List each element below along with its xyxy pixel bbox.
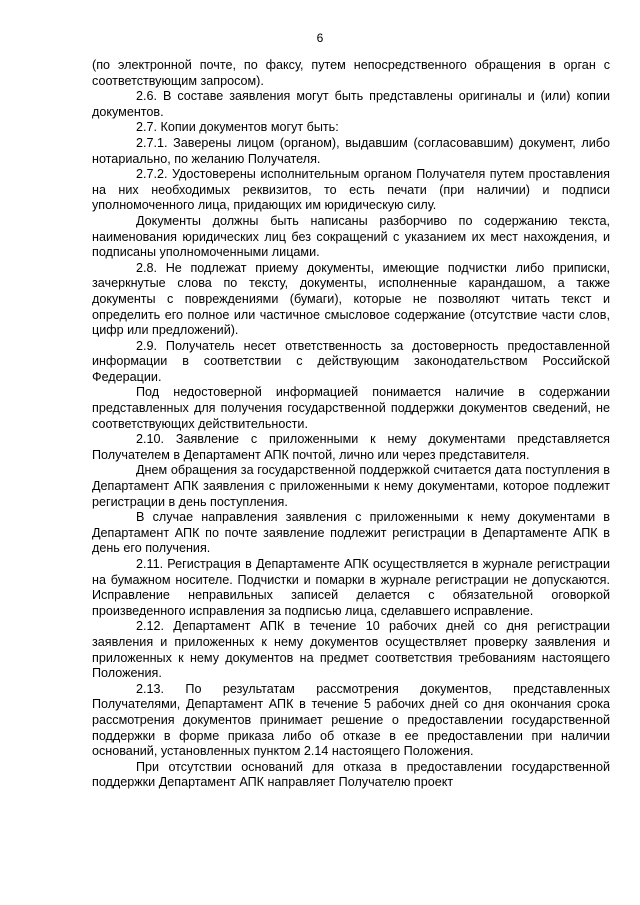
paragraph-2-6: 2.6. В составе заявления могут быть представлены оригиналы и (или) копии документов. [92,89,610,119]
paragraph-2-7-1: 2.7.1. Заверены лицом (органом), выдавшим (согласовавшим) документ, либо нотариально, по желанию Получателя. [92,135,610,166]
paragraph-2-11: 2.11. Регистрация в Департаменте АПК осуществляется в журнале регистрации на бумажном носителе. Подчистки и помарки в журнале регистрации не допускаются. Исправление неправильных записей делается с обязательной оговоркой произведенного исправления за подписью лица, сделавшего исправление. [92,557,610,618]
paragraph-2-10: 2.10. Заявление с приложенными к нему документами представляется Получателем в Департамент АПК почтой, лично или через представителя. [92,432,610,462]
page-number: 6 [316,31,324,45]
paragraph-2-12: 2.12. Департамент АПК в течение 10 рабочих дней со дня регистрации заявления и приложенных к нему документов осуществляет проверку заявления и приложенных к нему документов на предмет соответствия требованиям настоящего Положения. [92,619,610,681]
paragraph-2-7: 2.7. Копии документов могут быть: [136,120,339,135]
paragraph-2-8: 2.8. Не подлежат приему документы, имеющие подчистки либо приписки, зачеркнутые слова по тексту, документы, исполненные карандашом, а также документы с повреждениями (бумаги), которые не позволяют читать текст и определить его полное или частичное смысловое содержание (отсутствие части слов, цифр или предложений). [92,260,610,338]
paragraph-mail-registration: В случае направления заявления с приложенными к нему документами в Департамент АПК по почте заявление подлежит регистрации в Департаменте АПК в день его получения. [92,510,610,556]
paragraph-false-information: Под недостоверной информацией понимается наличие в содержании представленных для получения государственной поддержки документов сведений, не соответствующих действительности. [92,385,610,431]
paragraph-documents-legibility: Документы должны быть написаны разборчиво по содержанию текста, наименования юридических лиц без сокращений с указанием их мест нахождения, и подписаны уполномоченными лицами. [92,213,610,260]
document-body [92,58,610,791]
paragraph-2-13: 2.13. По результатам рассмотрения документов, представленных Получателями, Департамент АПК в течение 5 рабочих дней со дня окончания срока рассмотрения документов принимает решение о предоставлении государственной поддержки в форме приказа либо об отказе в ее предоставлении при наличии оснований, установленных пунктом 2.14 настоящего Положения. [92,681,610,759]
paragraph-application-date: Днем обращения за государственной поддержкой считается дата поступления в Департамент АПК заявления с приложенными к нему документами, которое подлежит регистрации в день поступления. [92,463,610,509]
paragraph-continuation: (по электронной почте, по факсу, путем непосредственного обращения в орган с соответствующим запросом). [92,58,610,88]
paragraph-2-7-2: 2.7.2. Удостоверены исполнительным органом Получателя путем проставления на них необходимых реквизитов, то есть печати (при наличии) и подписи уполномоченного лица, придающих им юридическую силу. [92,167,610,213]
paragraph-no-refusal-grounds: При отсутствии оснований для отказа в предоставлении государственной поддержки Департамент АПК направляет Получателю проект [92,759,610,790]
paragraph-2-9: 2.9. Получатель несет ответственность за достоверность предоставленной информации в соответствии с действующим законодательством Российской Федерации. [92,338,610,384]
